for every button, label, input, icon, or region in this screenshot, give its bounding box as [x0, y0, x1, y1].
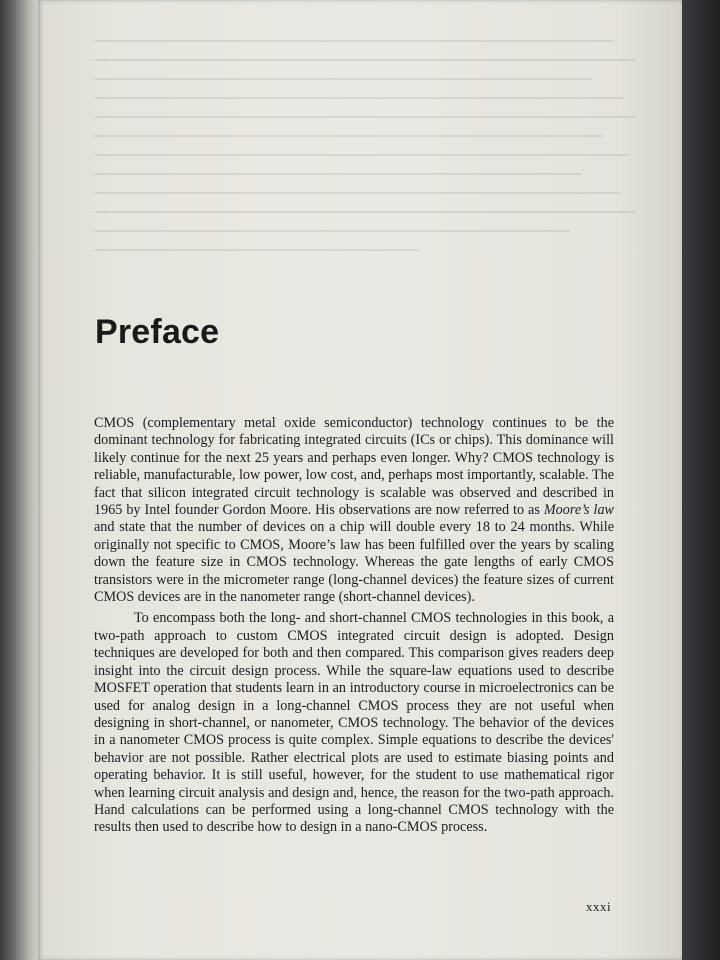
page-number: xxxi — [586, 899, 612, 914]
paragraph-2: To encompass both the long- and short-channel CMOS technologies in this book, a two-path approach to custom CMOS integrated circuit design is adopted. Design techniques are developed for both and then compared. This comparison gives readers deep insight into the circuit design process. While the square-law equations used to describe MOSFET operation that students learn in an introductory course in microelectronics can be used for analog design in a long-channel CMOS process they are not useful when designing in short-channel, or nanometer, CMOS technology. The behavior of the devices in a nanometer CMOS process is quite complex. Simple equations to describe the devices' behavior are not possible. Rather electrical plots are used to estimate biasing points and operating behavior. It is still useful, however, for the student to use mathematical rigor when learning circuit analysis and design and, hence, the reason for the two-path approach. Hand calculations can be performed using a long-channel CMOS technology with the results then used to describe how to design in a nano-CMOS process. — [94, 610, 614, 836]
paragraph-1-part-a: CMOS (complementary metal oxide semiconductor) technology continues to be the dominant technology for fabricating integrated circuits (ICs or chips). This dominance will likely continue for the next 25 years and perhaps even longer. Why? CMOS technology is reliable, manufacturable, low power, low cost, and, perhaps most importantly, scalable. The fact that silicon integrated circuit technology is scalable was observed and described in 1965 by Intel founder Gordon Moore. His observations are now referred to as — [94, 415, 614, 519]
preface-body — [94, 415, 614, 837]
book-spine-edge — [0, 0, 40, 960]
paragraph-1 — [94, 415, 614, 606]
page-title: Preface — [95, 313, 220, 351]
paragraph-1-part-b: and state that the number of devices on a chip will double every 18 to 24 months. While originally not specific to CMOS, Moore’s law has been fulfilled over the years by scaling down the feature size in CMOS technology. Whereas the gate lengths of early CMOS transistors were in the micrometer range (long-channel devices) the feature sizes of current CMOS devices are in the nanometer range (short-channel devices). — [94, 519, 614, 606]
show-through-text — [95, 40, 635, 280]
background-surface — [680, 0, 720, 960]
moores-law-term: Moore’s law — [543, 502, 615, 519]
